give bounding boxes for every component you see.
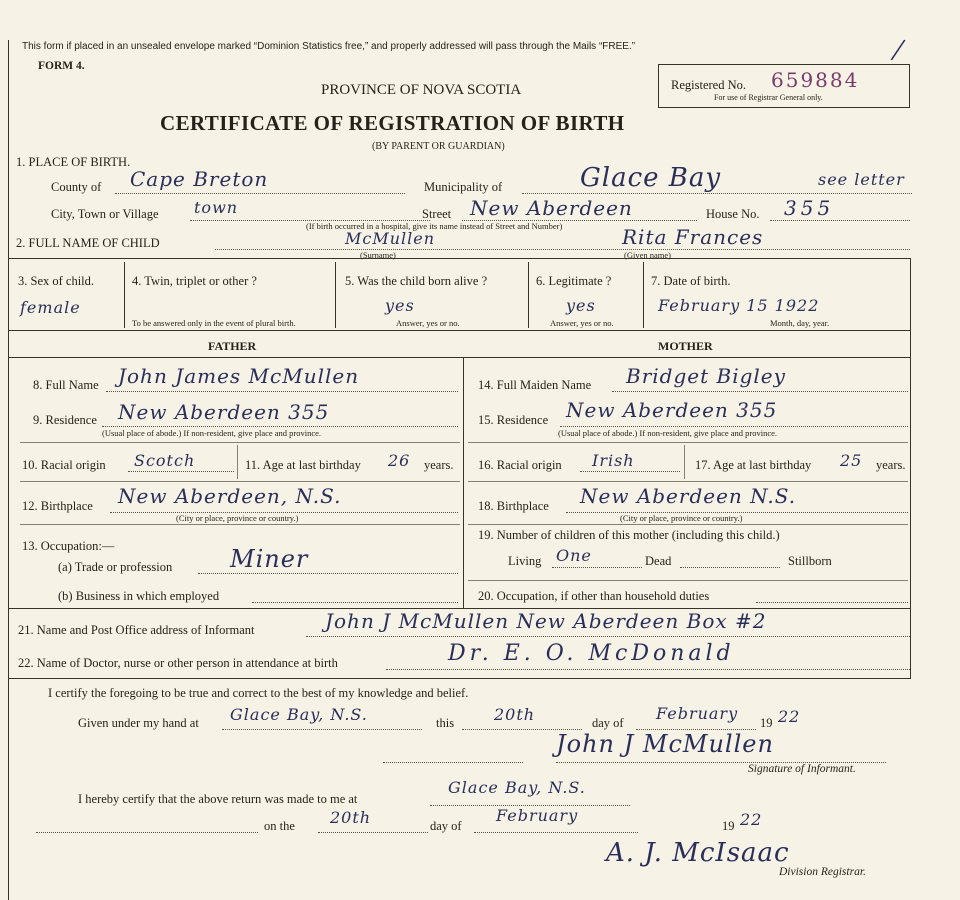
registered-label: Registered No. (671, 78, 746, 92)
given-year-suffix: 22 (778, 707, 801, 726)
alive-value: yes (385, 296, 415, 315)
twin-label: 4. Twin, triplet or other ? (132, 274, 257, 288)
child-surname: McMullen (345, 229, 436, 248)
street-label: Street (422, 207, 452, 221)
mother-birthplace-note: (City or place, province or country.) (620, 513, 743, 523)
certificate-subtitle: (BY PARENT OR GUARDIAN) (372, 141, 505, 152)
alive-label: 5. Was the child born alive ? (345, 274, 488, 288)
father-name-label: 8. Full Name (33, 378, 99, 392)
county-value: Cape Breton (130, 167, 269, 191)
mother-living: One (556, 546, 592, 565)
legit-value: yes (566, 296, 596, 315)
certify-statement: I certify the foregoing to be true and correct to the best of my knowledge and belief. (48, 686, 469, 700)
father-racial-label: 10. Racial origin (22, 458, 106, 472)
registered-note: For use of Registrar General only. (714, 93, 823, 102)
mother-living-label: Living (508, 554, 542, 568)
registrar-on-label: on the (264, 819, 295, 833)
informant-signature: John J McMullen (556, 730, 774, 758)
registrar-title: Division Registrar. (779, 866, 866, 878)
registered-box (658, 64, 910, 108)
mother-name: Bridget Bigley (626, 364, 786, 388)
father-age: 26 (388, 451, 411, 470)
municipality-value: Glace Bay (580, 163, 722, 193)
father-residence: New Aberdeen 355 (118, 400, 330, 424)
registrar-year-suffix: 22 (740, 810, 763, 829)
mother-birthplace-label: 18. Birthplace (478, 499, 549, 513)
place-of-birth-heading: 1. PLACE OF BIRTH. (16, 155, 131, 169)
father-business-label: (b) Business in which employed (58, 589, 220, 603)
mother-residence-note: (Usual place of abode.) If non-resident, give place and province. (558, 428, 778, 438)
dob-value: February 15 1922 (658, 296, 820, 315)
municipality-note: see letter (818, 170, 905, 189)
given-day: 20th (494, 705, 536, 724)
city-value: town (194, 198, 239, 217)
father-trade-label: (a) Trade or profession (58, 560, 173, 574)
mother-racial-label: 16. Racial origin (478, 458, 562, 472)
informant-label: 21. Name and Post Office address of Informant (18, 623, 255, 637)
mother-birthplace: New Aberdeen N.S. (580, 484, 797, 508)
street-value: New Aberdeen (470, 196, 633, 220)
father-residence-note: (Usual place of abode.) If non-resident, give place and province. (102, 428, 322, 438)
mother-children-label: 19. Number of children of this mother (including this child.) (478, 528, 780, 542)
municipality-label: Municipality of (424, 180, 503, 194)
dob-note: Month, day, year. (770, 318, 830, 328)
mother-residence-label: 15. Residence (478, 413, 549, 427)
registrar-day-of-label: day of (430, 819, 462, 833)
given-month: February (656, 704, 739, 723)
given-under-label: Given under my hand at (78, 716, 199, 730)
father-years: years. (424, 458, 454, 472)
mother-heading: MOTHER (658, 339, 713, 353)
mother-age: 25 (840, 451, 863, 470)
given-name-note: (Given name) (624, 250, 671, 260)
father-residence-label: 9. Residence (33, 413, 97, 427)
dob-label: 7. Date of birth. (651, 274, 731, 288)
mother-dead-label: Dead (645, 554, 672, 568)
registrar-month: February (496, 806, 579, 825)
surname-note: (Surname) (360, 250, 396, 260)
informant-value: John J McMullen New Aberdeen Box #2 (325, 609, 767, 633)
county-label: County of (51, 180, 102, 194)
father-heading: FATHER (208, 339, 257, 353)
registrar-place: Glace Bay, N.S. (448, 778, 586, 797)
mother-racial: Irish (592, 451, 635, 470)
given-year-prefix: 19 (760, 716, 773, 730)
house-label: House No. (706, 207, 760, 221)
this-label: this (436, 716, 455, 730)
city-label: City, Town or Village (51, 207, 159, 221)
father-racial: Scotch (134, 451, 196, 470)
father-name: John James McMullen (118, 364, 360, 388)
registrar-statement: I hereby certify that the above return was made to me at (78, 792, 358, 806)
house-value: 355 (784, 196, 835, 220)
father-birthplace: New Aberdeen, N.S. (118, 484, 342, 508)
twin-note: To be answered only in the event of plural birth. (132, 318, 296, 328)
check-mark: / (888, 31, 908, 70)
registered-number: 659884 (771, 68, 860, 92)
father-trade: Miner (230, 545, 309, 573)
father-birthplace-label: 12. Birthplace (22, 499, 93, 513)
mother-occupation-label: 20. Occupation, if other than household duties (478, 589, 710, 603)
doctor-value: Dr. E. O. McDonald (448, 641, 735, 666)
father-occupation-heading: 13. Occupation:— (22, 539, 115, 553)
given-day-of-label: day of (592, 716, 624, 730)
father-age-label: 11. Age at last birthday (245, 458, 361, 472)
mailing-note: This form if placed in an unsealed envelope marked “Dominion Statistics free,” and properly addressed will pass through the Mails “FREE.” (22, 41, 636, 52)
child-given-name: Rita Frances (622, 225, 764, 249)
registrar-day: 20th (330, 808, 372, 827)
form-number: FORM 4. (38, 60, 85, 72)
legit-label: 6. Legitimate ? (536, 274, 612, 288)
doctor-label: 22. Name of Doctor, nurse or other person in attendance at birth (18, 656, 338, 670)
certificate-title: CERTIFICATE OF REGISTRATION OF BIRTH (160, 111, 625, 135)
street-note: (If birth occurred in a hospital, give its name instead of Street and Number) (306, 221, 563, 231)
province-heading: PROVINCE OF NOVA SCOTIA (321, 82, 522, 98)
given-place: Glace Bay, N.S. (230, 705, 368, 724)
alive-note: Answer, yes or no. (396, 318, 460, 328)
mother-age-label: 17. Age at last birthday (695, 458, 812, 472)
mother-years: years. (876, 458, 906, 472)
mother-name-label: 14. Full Maiden Name (478, 378, 592, 392)
informant-signature-label: Signature of Informant. (748, 763, 856, 775)
sex-value: female (20, 298, 81, 317)
child-name-label: 2. FULL NAME OF CHILD (16, 236, 160, 250)
mother-residence: New Aberdeen 355 (566, 398, 778, 422)
registrar-year-prefix: 19 (722, 819, 735, 833)
mother-stillborn-label: Stillborn (788, 554, 832, 568)
sex-label: 3. Sex of child. (18, 274, 95, 288)
father-birthplace-note: (City or place, province or country.) (176, 513, 299, 523)
registrar-signature: A. J. McIsaac (606, 838, 790, 868)
legit-note: Answer, yes or no. (550, 318, 614, 328)
